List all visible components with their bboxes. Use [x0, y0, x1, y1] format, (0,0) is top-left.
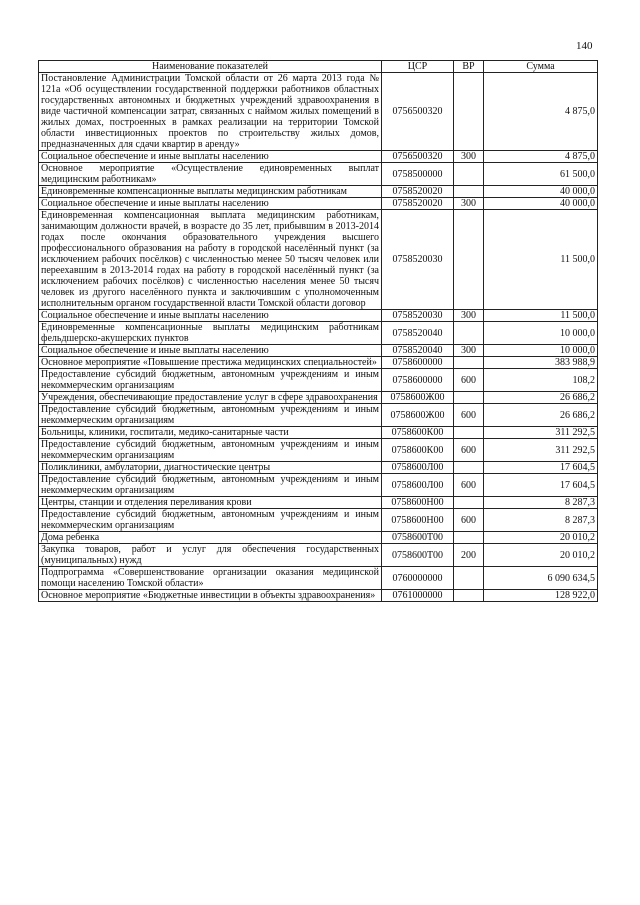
row-csr-cell: 0758520040 — [382, 322, 454, 345]
row-csr-cell: 0758600Н00 — [382, 497, 454, 509]
table-row — [39, 345, 598, 357]
row-sum-cell: 311 292,5 — [484, 439, 598, 462]
row-csr-cell: 0758600Т00 — [382, 532, 454, 544]
row-csr-cell: 0758520030 — [382, 310, 454, 322]
row-csr-cell: 0758500000 — [382, 163, 454, 186]
table-row — [39, 210, 598, 310]
row-vr-cell: 300 — [454, 151, 484, 163]
table-row — [39, 509, 598, 532]
row-name-cell: Учреждения, обеспечивающие предоставление услуг в сфере здравоохранения — [39, 392, 382, 404]
table-row — [39, 497, 598, 509]
row-sum-cell: 8 287,3 — [484, 509, 598, 532]
row-sum-cell: 128 922,0 — [484, 590, 598, 602]
row-name-cell: Социальное обеспечение и иные выплаты населению — [39, 151, 382, 163]
row-sum-cell: 20 010,2 — [484, 532, 598, 544]
row-sum-cell: 17 604,5 — [484, 462, 598, 474]
row-name-cell: Основное мероприятие «Повышение престижа медицинских специальностей» — [39, 357, 382, 369]
row-vr-cell: 600 — [454, 369, 484, 392]
row-vr-cell: 600 — [454, 509, 484, 532]
row-vr-cell — [454, 427, 484, 439]
row-name-cell: Единовременная компенсационная выплата медицинским работникам, занимающим должности врачей, в возрасте до 35 лет, прибывшим в 2013-2014 годах после окончания образовательного учреждения высшего профессионального образования на работу в городской населённый пункт (за исключением рабочих посёлков) с численностью менее 50 тысяч человек или переехавшим в 2013-2014 годах на работу в городской населённый пункт (за исключением рабочих посёлков) с численностью населения менее 50 тысяч человек из другого населённого пункта и заключившим с уполномоченным исполнительным органом государственной власти Томской области договор — [39, 210, 382, 310]
table-row — [39, 186, 598, 198]
row-csr-cell: 0758600Т00 — [382, 544, 454, 567]
row-csr-cell: 0758600К00 — [382, 439, 454, 462]
header-name: Наименование показателей — [39, 61, 382, 73]
row-vr-cell: 600 — [454, 474, 484, 497]
row-name-cell: Дома ребенка — [39, 532, 382, 544]
table-row — [39, 544, 598, 567]
row-vr-cell — [454, 186, 484, 198]
row-sum-cell: 10 000,0 — [484, 345, 598, 357]
table-row — [39, 462, 598, 474]
table-row — [39, 322, 598, 345]
row-name-cell: Закупка товаров, работ и услуг для обеспечения государственных (муниципальных) нужд — [39, 544, 382, 567]
row-sum-cell: 6 090 634,5 — [484, 567, 598, 590]
row-sum-cell: 17 604,5 — [484, 474, 598, 497]
row-name-cell: Предоставление субсидий бюджетным, автономным учреждениям и иным некоммерческим организациям — [39, 404, 382, 427]
row-csr-cell: 0758520030 — [382, 210, 454, 310]
row-name-cell: Поликлиники, амбулатории, диагностические центры — [39, 462, 382, 474]
row-sum-cell: 8 287,3 — [484, 497, 598, 509]
table-row — [39, 404, 598, 427]
table-row — [39, 151, 598, 163]
row-sum-cell: 108,2 — [484, 369, 598, 392]
row-csr-cell: 0761000000 — [382, 590, 454, 602]
header-vr: ВР — [454, 61, 484, 73]
row-sum-cell: 11 500,0 — [484, 210, 598, 310]
row-csr-cell: 0758600Л00 — [382, 462, 454, 474]
row-name-cell: Предоставление субсидий бюджетным, автономным учреждениям и иным некоммерческим организациям — [39, 474, 382, 497]
table-body — [39, 73, 598, 602]
row-name-cell: Социальное обеспечение и иные выплаты населению — [39, 198, 382, 210]
table-row — [39, 310, 598, 322]
row-csr-cell: 0756500320 — [382, 73, 454, 151]
row-csr-cell: 0758600Л00 — [382, 474, 454, 497]
row-sum-cell: 383 988,9 — [484, 357, 598, 369]
row-vr-cell: 600 — [454, 439, 484, 462]
table-row — [39, 198, 598, 210]
row-csr-cell: 0758600Ж00 — [382, 404, 454, 427]
row-name-cell: Постановление Администрации Томской области от 26 марта 2013 года № 121а «Об осуществлении государственной поддержки работников областных государственных автономных и бюджетных учреждений здравоохранения в виде частичной компенсации затрат, связанных с наймом жилых помещений в жилых домах, построенных в рамках реализации на территории Томской области инвестиционных проектов по строительству жилых домов, предназначенных для сдачи квартир в аренду» — [39, 73, 382, 151]
row-vr-cell: 600 — [454, 404, 484, 427]
row-sum-cell: 4 875,0 — [484, 151, 598, 163]
table-row — [39, 590, 598, 602]
table-row — [39, 369, 598, 392]
row-sum-cell: 311 292,5 — [484, 427, 598, 439]
row-vr-cell — [454, 163, 484, 186]
row-csr-cell: 0758600Н00 — [382, 509, 454, 532]
row-sum-cell: 20 010,2 — [484, 544, 598, 567]
row-sum-cell: 40 000,0 — [484, 198, 598, 210]
row-vr-cell — [454, 322, 484, 345]
row-vr-cell — [454, 210, 484, 310]
row-name-cell: Единовременные компенсационные выплаты медицинским работникам — [39, 186, 382, 198]
row-name-cell: Основное мероприятие «Осуществление единовременных выплат медицинским работникам» — [39, 163, 382, 186]
row-vr-cell — [454, 532, 484, 544]
row-vr-cell — [454, 567, 484, 590]
row-name-cell: Подпрограмма «Совершенствование организации оказания медицинской помощи населению Томской области» — [39, 567, 382, 590]
row-vr-cell: 200 — [454, 544, 484, 567]
row-vr-cell: 300 — [454, 310, 484, 322]
row-sum-cell: 11 500,0 — [484, 310, 598, 322]
row-vr-cell — [454, 462, 484, 474]
table-header-row — [39, 61, 598, 73]
table-row — [39, 439, 598, 462]
row-csr-cell: 0758600000 — [382, 369, 454, 392]
row-vr-cell — [454, 73, 484, 151]
table-row — [39, 474, 598, 497]
row-csr-cell: 0758520020 — [382, 198, 454, 210]
row-csr-cell: 0756500320 — [382, 151, 454, 163]
row-name-cell: Предоставление субсидий бюджетным, автономным учреждениям и иным некоммерческим организациям — [39, 509, 382, 532]
row-vr-cell: 300 — [454, 198, 484, 210]
row-csr-cell: 0758600Ж00 — [382, 392, 454, 404]
row-vr-cell — [454, 392, 484, 404]
page-number: 140 — [576, 40, 593, 52]
row-vr-cell — [454, 357, 484, 369]
row-name-cell: Больницы, клиники, госпитали, медико-санитарные части — [39, 427, 382, 439]
table-row — [39, 357, 598, 369]
row-csr-cell: 0758600К00 — [382, 427, 454, 439]
row-sum-cell: 26 686,2 — [484, 392, 598, 404]
row-name-cell: Социальное обеспечение и иные выплаты населению — [39, 310, 382, 322]
row-name-cell: Основное мероприятие «Бюджетные инвестиции в объекты здравоохранения» — [39, 590, 382, 602]
table-row — [39, 73, 598, 151]
header-sum: Сумма — [484, 61, 598, 73]
row-name-cell: Единовременные компенсационные выплаты медицинским работникам фельдшерско-акушерских пунктов — [39, 322, 382, 345]
row-csr-cell: 0758520020 — [382, 186, 454, 198]
table-row — [39, 567, 598, 590]
row-csr-cell: 0758520040 — [382, 345, 454, 357]
header-csr: ЦСР — [382, 61, 454, 73]
row-csr-cell: 0758600000 — [382, 357, 454, 369]
row-name-cell: Предоставление субсидий бюджетным, автономным учреждениям и иным некоммерческим организациям — [39, 369, 382, 392]
row-sum-cell: 40 000,0 — [484, 186, 598, 198]
row-vr-cell — [454, 497, 484, 509]
row-sum-cell: 10 000,0 — [484, 322, 598, 345]
budget-table — [38, 60, 598, 602]
table-row — [39, 532, 598, 544]
row-name-cell: Социальное обеспечение и иные выплаты населению — [39, 345, 382, 357]
row-name-cell: Предоставление субсидий бюджетным, автономным учреждениям и иным некоммерческим организациям — [39, 439, 382, 462]
table-row — [39, 427, 598, 439]
row-sum-cell: 26 686,2 — [484, 404, 598, 427]
row-csr-cell: 0760000000 — [382, 567, 454, 590]
row-vr-cell — [454, 590, 484, 602]
row-sum-cell: 61 500,0 — [484, 163, 598, 186]
row-vr-cell: 300 — [454, 345, 484, 357]
row-name-cell: Центры, станции и отделения переливания крови — [39, 497, 382, 509]
table-row — [39, 392, 598, 404]
table-row — [39, 163, 598, 186]
row-sum-cell: 4 875,0 — [484, 73, 598, 151]
